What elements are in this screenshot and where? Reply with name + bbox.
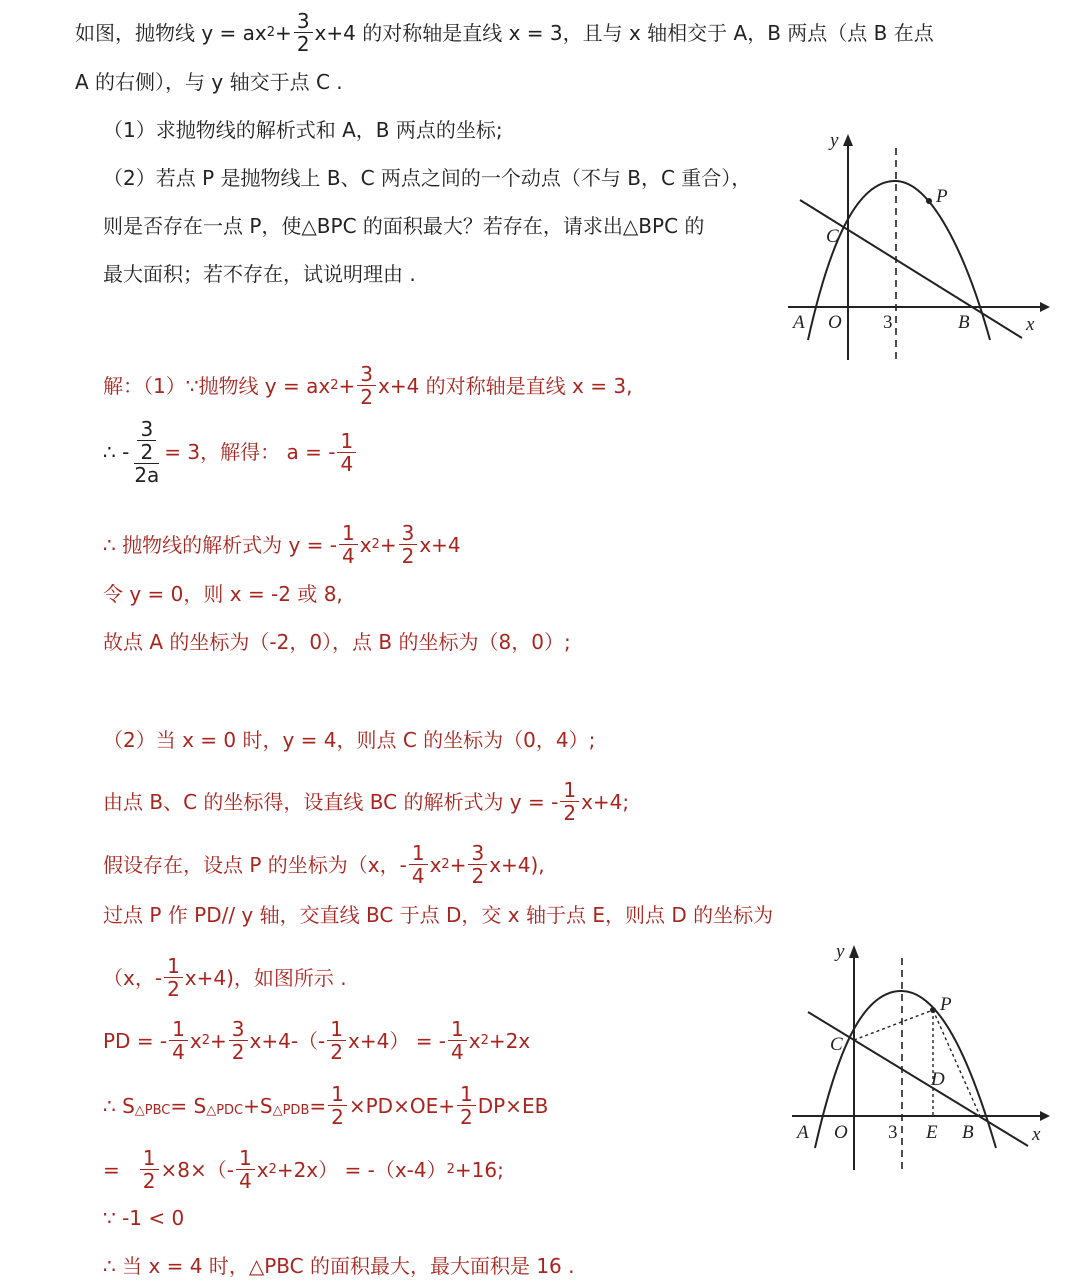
solution-line-4: [103, 582, 343, 606]
solution-line-15: [103, 1254, 574, 1278]
denominator: 2: [563, 801, 577, 825]
point-p: [926, 198, 932, 204]
solution-text: +: [379, 532, 397, 557]
exponent: 2: [441, 856, 450, 872]
solution-line-2: [103, 418, 358, 486]
solution-text: DP×EB: [477, 1093, 549, 1118]
numerator: 3: [399, 522, 418, 545]
exponent: 2: [201, 1032, 211, 1048]
solution-text: +: [338, 373, 356, 398]
label-x: x: [1026, 314, 1035, 335]
label-o: O: [834, 1122, 848, 1143]
question-text: 则是否存在一点 P，使△BPC 的面积最大？若存在，请求出△BPC 的: [103, 214, 705, 238]
denominator: 2a: [134, 463, 160, 487]
exponent: 2: [330, 377, 339, 393]
numerator: 1: [169, 1018, 188, 1041]
solution-text: ×PD×OE+: [348, 1093, 455, 1118]
fraction-1-4: [169, 1018, 188, 1063]
denominator: 2: [296, 32, 310, 56]
solution-text: x+4） = -: [348, 1028, 447, 1053]
numerator: 3: [294, 10, 313, 33]
fraction-3-2: [357, 363, 376, 408]
question-text: （2）若点 P 是抛物线上 B、C 两点之间的一个动点（不与 B，C 重合），: [103, 166, 752, 190]
solution-text: x: [256, 1157, 269, 1182]
denominator: 4: [340, 451, 354, 476]
solution-text: 由点 B、C 的坐标得，设直线 BC 的解析式为 y = -: [103, 789, 559, 814]
solution-text: +: [449, 852, 467, 877]
solution-text: x: [189, 1028, 202, 1053]
fraction-1-4: [409, 842, 428, 887]
problem-line-2: [75, 70, 343, 94]
denominator: 4: [411, 864, 425, 888]
numerator: 3: [357, 363, 376, 386]
denominator: 2: [167, 977, 180, 1001]
label-d: D: [931, 1069, 945, 1090]
problem-text: x+4 的对称轴是直线 x = 3，且与 x 轴相交于 A，B 两点（点 B 在点: [314, 20, 934, 45]
inner-denominator: 2: [140, 440, 154, 464]
denominator: 2: [331, 1105, 344, 1129]
solution-text: x+4 的对称轴是直线 x = 3,: [378, 373, 633, 398]
denominator: 2: [459, 1105, 473, 1129]
label-a: A: [793, 312, 805, 333]
exponent: 2: [371, 536, 380, 552]
solution-text: ∴ -: [103, 440, 130, 464]
solution-line-9: [103, 903, 773, 927]
solution-text: （x，-: [103, 965, 163, 990]
label-y: y: [836, 941, 845, 962]
fraction-3-2: [399, 522, 418, 567]
denominator: 2: [401, 544, 415, 568]
numerator: 1: [236, 1147, 255, 1170]
solution-text: x: [429, 852, 442, 877]
denominator: 2: [330, 1040, 344, 1064]
solution-line-5: [103, 630, 571, 654]
exponent: 2: [480, 1032, 489, 1048]
label-c: C: [826, 226, 839, 247]
figure-2-graph: [785, 932, 1065, 1180]
question-1: [103, 118, 503, 142]
solution-text: +2x: [488, 1028, 531, 1053]
y-axis-arrow: [843, 134, 853, 146]
fraction-1-4: [236, 1147, 255, 1192]
label-3: 3: [883, 312, 893, 333]
denominator: 4: [341, 544, 355, 568]
solution-text: = S: [170, 1093, 207, 1118]
problem-text: 如图，抛物线 y = ax: [75, 20, 267, 45]
solution-text: （2）当 x = 0 时，y = 4，则点 C 的坐标为（0，4）;: [103, 728, 596, 752]
denominator: 2: [471, 864, 485, 888]
subscript: △PDB: [272, 1102, 310, 1118]
solution-line-14: [103, 1206, 184, 1230]
subscript: △PBC: [134, 1102, 171, 1118]
numerator: [134, 418, 159, 464]
solution-text: 解：（1）∵抛物线 y = ax: [103, 373, 331, 398]
figure-1-graph: [780, 120, 1060, 370]
solution-line-1: [103, 363, 632, 408]
fraction-1-4: [339, 522, 358, 567]
solution-text: PD = -: [103, 1028, 168, 1053]
label-y: y: [830, 130, 839, 151]
solution-text: =: [309, 1093, 327, 1118]
question-text: （1）求抛物线的解析式和 A，B 两点的坐标;: [103, 118, 503, 142]
label-p: P: [940, 994, 952, 1015]
fraction-1-4: [337, 430, 356, 475]
segment-pb: [933, 1010, 980, 1116]
solution-text: x+4),: [489, 852, 545, 877]
solution-text: +S: [243, 1093, 273, 1118]
solution-text: = 3，解得： a = -: [164, 440, 336, 464]
solution-text: 假设存在，设点 P 的坐标为（x，-: [103, 852, 407, 877]
solution-text: x+4-（-: [249, 1028, 326, 1053]
solution-line-3: [103, 522, 461, 567]
numerator: 1: [560, 779, 579, 802]
numerator: 3: [229, 1018, 248, 1041]
numerator: 1: [140, 1147, 159, 1170]
label-o: O: [828, 312, 842, 333]
problem-line-1: [75, 10, 934, 55]
numerator: 3: [468, 842, 487, 865]
exponent: 2: [266, 24, 276, 40]
fraction-1-2: [560, 779, 579, 824]
solution-text: x: [359, 532, 372, 557]
exponent: 2: [268, 1161, 277, 1177]
solution-line-6: [103, 728, 595, 752]
fraction-1-2: [457, 1083, 476, 1128]
numerator: 1: [328, 1083, 347, 1106]
compound-fraction: [131, 418, 162, 486]
label-3: 3: [888, 1122, 898, 1143]
solution-line-10: [103, 955, 347, 1000]
solution-line-13: [103, 1147, 504, 1192]
solution-text: x+4;: [581, 789, 630, 814]
solution-text: 过点 P 作 PD// y 轴，交直线 BC 于点 D，交 x 轴于点 E，则点 D 的坐标为: [103, 903, 774, 927]
solution-text: x+4)，如图所示 .: [184, 965, 347, 990]
solution-text: +2x） = -（x-4）: [276, 1157, 447, 1182]
problem-text: A 的右侧），与 y 轴交于点 C .: [75, 70, 343, 94]
label-c: C: [830, 1034, 843, 1055]
fraction-3-2: [468, 842, 487, 887]
numerator: 1: [327, 1018, 346, 1041]
problem-text: +: [275, 20, 292, 45]
question-2-line-2: [103, 214, 704, 238]
fraction-1-2: [327, 1018, 346, 1063]
fraction-3-2: [294, 10, 313, 55]
denominator: 2: [231, 1040, 245, 1064]
solution-text: 令 y = 0，则 x = -2 或 8,: [103, 582, 343, 606]
numerator: 1: [339, 522, 358, 545]
fraction-1-2: [140, 1147, 159, 1192]
denominator: 4: [172, 1040, 185, 1064]
solution-line-11: [103, 1018, 530, 1063]
solution-text: x: [468, 1028, 481, 1053]
solution-line-8: [103, 842, 545, 887]
solution-text: ∴ 当 x = 4 时，△PBC 的面积最大，最大面积是 16 .: [103, 1254, 575, 1278]
point-p: [930, 1007, 936, 1013]
denominator: 4: [238, 1169, 252, 1193]
fraction-1-4: [448, 1018, 467, 1063]
y-axis-arrow: [849, 945, 859, 958]
solution-text: +: [210, 1028, 227, 1053]
inner-numerator: 3: [137, 418, 156, 441]
x-axis-arrow: [1040, 1111, 1050, 1121]
solution-text: ∵ -1 < 0: [103, 1206, 185, 1230]
solution-text: ×8×（-: [160, 1157, 234, 1182]
segment-pc: [854, 1010, 933, 1040]
label-x: x: [1032, 1124, 1041, 1145]
fraction-3-2: [229, 1018, 248, 1063]
label-b: B: [958, 312, 970, 333]
subscript: △PDC: [206, 1102, 244, 1118]
label-b: B: [962, 1122, 974, 1143]
denominator: 4: [451, 1040, 464, 1064]
solution-text: x+4: [419, 532, 461, 557]
question-2-line-3: [103, 262, 416, 286]
numerator: 1: [164, 955, 183, 978]
solution-line-12: [103, 1083, 548, 1128]
solution-text: 故点 A 的坐标为（-2，0），点 B 的坐标为（8，0）;: [103, 630, 571, 654]
fraction-1-2: [328, 1083, 347, 1128]
label-e: E: [926, 1122, 938, 1143]
exponent: 2: [446, 1161, 455, 1177]
label-a: A: [797, 1122, 809, 1143]
numerator: 1: [457, 1083, 476, 1106]
fraction-1-2: [164, 955, 183, 1000]
numerator: 1: [337, 430, 356, 453]
solution-line-7: [103, 779, 629, 824]
denominator: 2: [360, 385, 373, 409]
x-axis-arrow: [1040, 302, 1050, 312]
solution-text: +16;: [454, 1157, 504, 1182]
solution-text: ∴ S: [103, 1093, 135, 1118]
question-2-line-1: [103, 166, 751, 190]
numerator: 1: [409, 842, 428, 865]
question-text: 最大面积；若不存在，试说明理由 .: [103, 262, 416, 286]
solution-text: =: [103, 1157, 120, 1182]
numerator: 1: [448, 1018, 467, 1041]
denominator: 2: [142, 1169, 156, 1193]
solution-text: ∴ 抛物线的解析式为 y = -: [103, 532, 337, 557]
label-p: P: [936, 186, 948, 207]
